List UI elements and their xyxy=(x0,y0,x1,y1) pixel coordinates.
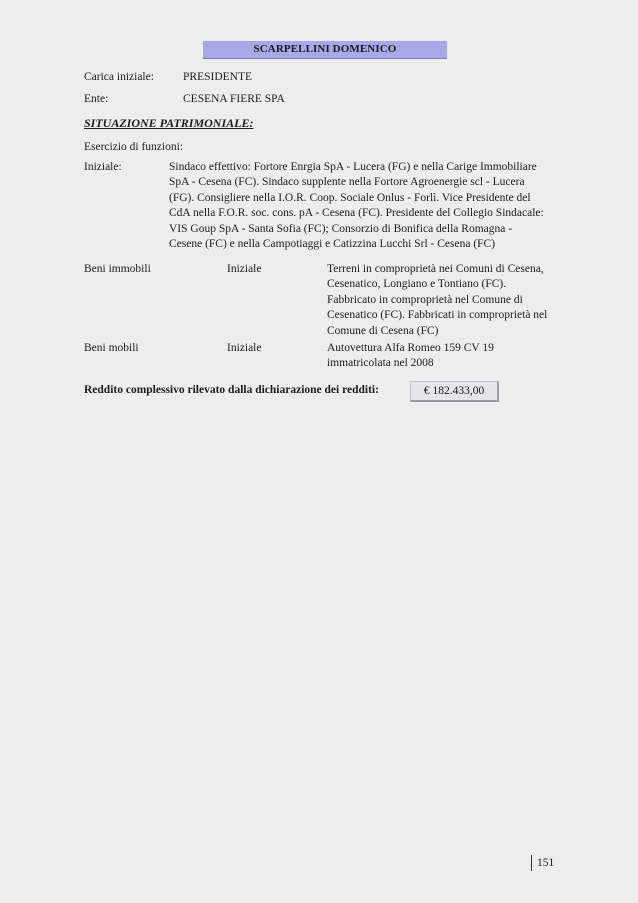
ente-value: CESENA FIERE SPA xyxy=(183,93,285,105)
beni-mobili-label: Beni mobili xyxy=(84,342,139,354)
beni-immobili-line: Comune di Cesena (FC) xyxy=(327,324,439,337)
carica-value: PRESIDENTE xyxy=(183,71,252,83)
iniziale-label: Iniziale: xyxy=(84,161,122,173)
ente-row xyxy=(84,92,564,108)
page-number: 151 xyxy=(531,855,554,871)
person-name-header: SCARPELLINI DOMENICO xyxy=(203,41,447,59)
iniziale-line: SpA - Cesena (FC). Sindaco supplente nella Fortore Agroenergie scl - Lucera xyxy=(169,176,525,189)
iniziale-line: Cesene (FC) e nella Campotiaggi e Catizzina Lucchi Srl - Cesena (FC) xyxy=(169,238,496,251)
reddito-value-box: € 182.433,00 xyxy=(410,381,499,402)
beni-mobili-description xyxy=(327,341,567,372)
beni-immobili-type: Iniziale xyxy=(227,263,262,275)
beni-mobili-line: Autovettura Alfa Romeo 159 CV 19 xyxy=(327,342,494,354)
iniziale-description xyxy=(169,160,569,252)
beni-immobili-label: Beni immobili xyxy=(84,263,151,275)
ente-label: Ente: xyxy=(84,93,109,105)
carica-row xyxy=(84,70,564,86)
beni-mobili-type: Iniziale xyxy=(227,342,262,354)
iniziale-line: CdA nella F.O.R. soc. cons. pA - Cesena (FC). Presidente del Collegio Sindacale: xyxy=(169,207,544,220)
carica-label: Carica iniziale: xyxy=(84,71,154,83)
iniziale-line: VIS Goup SpA - Santa Sofia (FC); Consorzio di Bonifica della Romagna - xyxy=(169,222,513,235)
section-title: SITUAZIONE PATRIMONIALE: xyxy=(84,116,254,130)
esercizio-label: Esercizio di funzioni: xyxy=(84,141,183,153)
beni-immobili-line: Cesenatico, Longiano e Tontiano (FC). xyxy=(327,278,507,291)
iniziale-line: Sindaco effettivo: Fortore Enrgia SpA - Lucera (FG) e nella Carige Immobiliare xyxy=(169,161,537,173)
beni-immobili-line: Fabbricato in comproprietà nel Comune di xyxy=(327,293,523,306)
reddito-label: Reddito complessivo rilevato dalla dichiarazione dei redditi: xyxy=(84,384,379,396)
beni-immobili-line: Terreni in comproprietà nei Comuni di Cesena, xyxy=(327,263,544,275)
beni-mobili-line: immatricolata nel 2008 xyxy=(327,357,434,370)
beni-immobili-description xyxy=(327,262,567,339)
beni-immobili-line: Cesenatico (FC). Fabbricati in comproprietà nel xyxy=(327,309,548,322)
iniziale-line: (FG). Consigliere nella I.O.R. Coop. Sociale Onlus - Forlì. Vice Presidente del xyxy=(169,191,531,204)
